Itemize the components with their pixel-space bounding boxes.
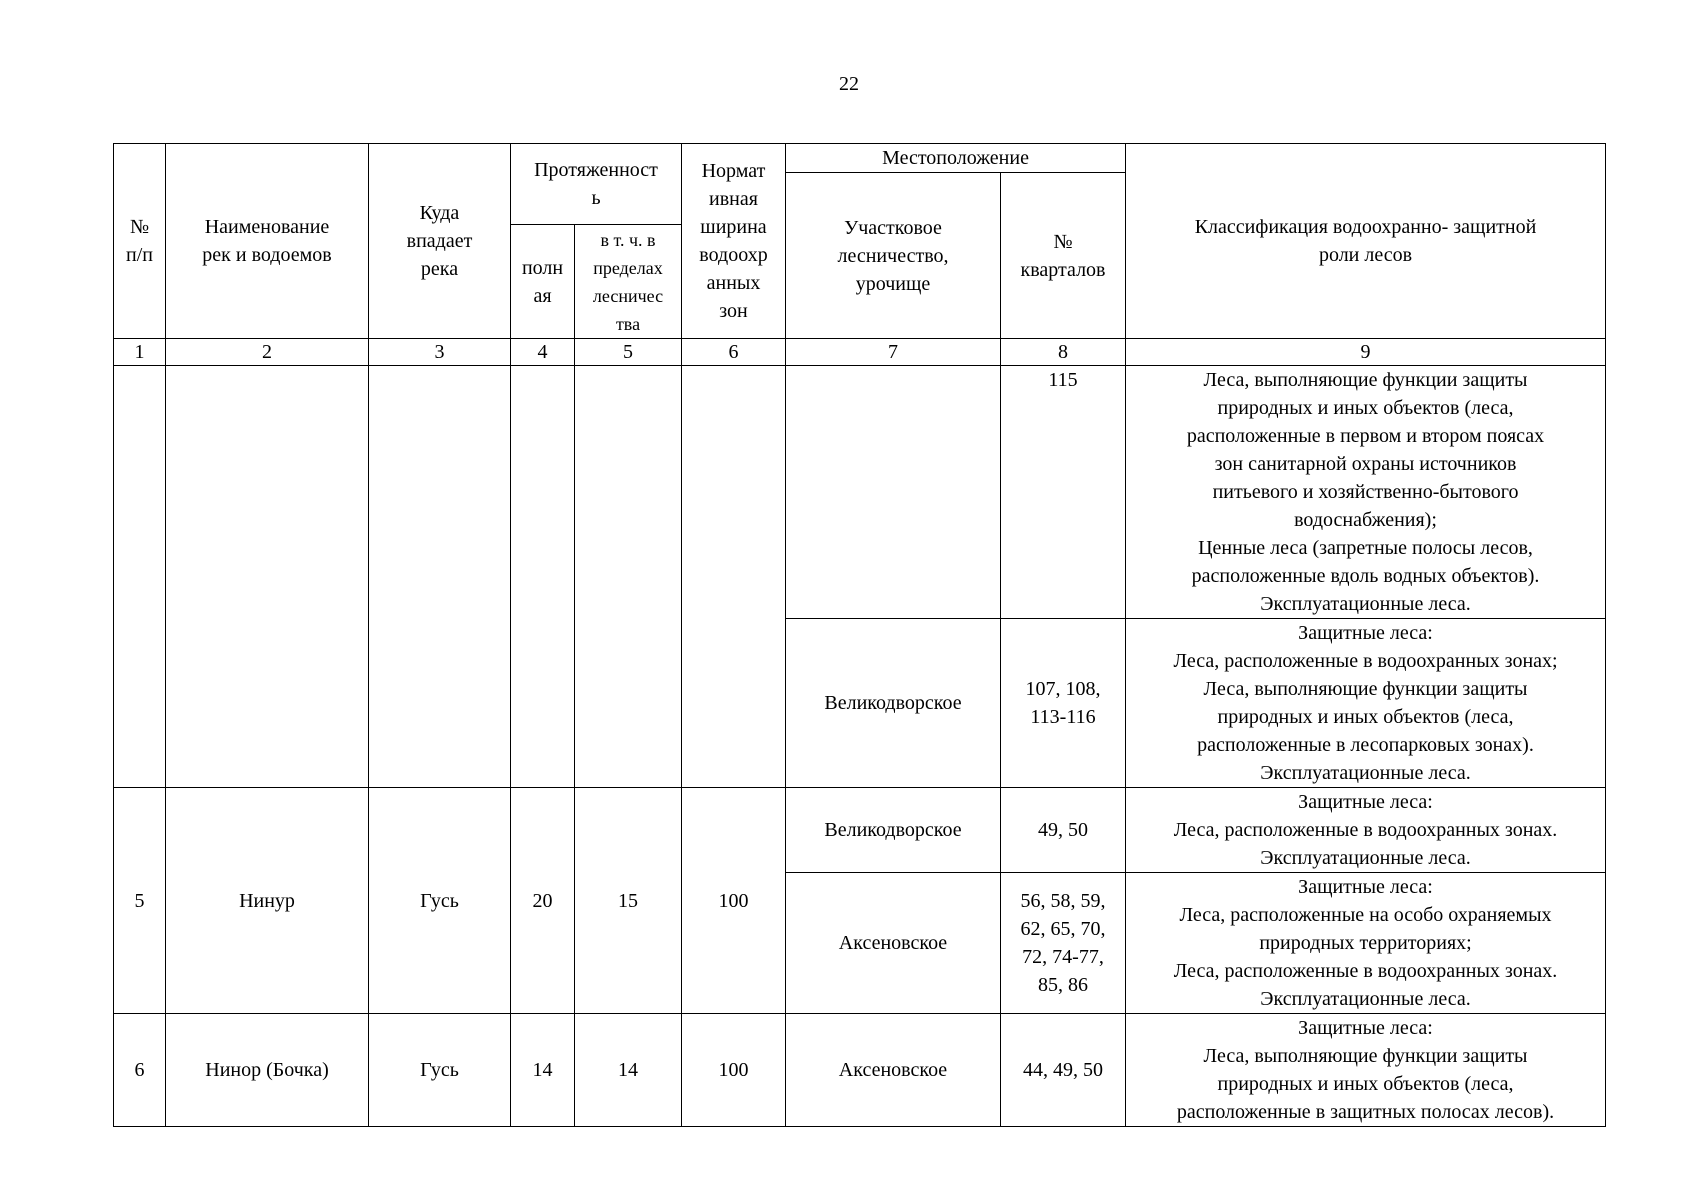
cell-length-in-forestry: 14 (575, 1014, 682, 1127)
header-length-group: Протяженност ь (511, 144, 682, 225)
cell-zone-width-empty (682, 366, 786, 788)
column-number: 5 (575, 339, 682, 366)
header-length-total: полн ая (511, 225, 575, 339)
cell-forestry: Аксеновское (786, 873, 1001, 1014)
page-number: 22 (839, 73, 859, 95)
cell-river-name-empty (166, 366, 369, 788)
column-number: 7 (786, 339, 1001, 366)
header-length-in-forestry: в т. ч. в пределах лесничес тва (575, 225, 682, 339)
header-number: № п/п (114, 144, 166, 339)
cell-quarters: 115 (1001, 366, 1126, 619)
cell-classification: Защитные леса: Леса, расположенные в водоохранных зонах; Леса, выполняющие функции защиты природных и иных объектов (леса, расположенные в лесопарковых зонах). Эксплуатационные леса. (1126, 619, 1606, 788)
cell-river-name: Нинор (Бочка) (166, 1014, 369, 1127)
cell-length-in-forestry: 15 (575, 788, 682, 1014)
cell-river-name: Нинур (166, 788, 369, 1014)
column-number: 9 (1126, 339, 1606, 366)
cell-classification: Защитные леса: Леса, расположенные в водоохранных зонах. Эксплуатационные леса. (1126, 788, 1606, 873)
column-number: 4 (511, 339, 575, 366)
column-number: 3 (369, 339, 511, 366)
column-numbers-row (114, 339, 1606, 366)
header-row-1 (114, 144, 1606, 173)
cell-length-in-forestry-empty (575, 366, 682, 788)
cell-zone-width: 100 (682, 788, 786, 1014)
table-row (114, 366, 1606, 619)
cell-flows-into: Гусь (369, 788, 511, 1014)
cell-classification: Защитные леса: Леса, расположенные на особо охраняемых природных территориях; Леса, расположенные в водоохранных зонах. Эксплуатационные леса. (1126, 873, 1606, 1014)
cell-forestry: Аксеновское (786, 1014, 1001, 1127)
cell-length-total-empty (511, 366, 575, 788)
column-number: 6 (682, 339, 786, 366)
header-river-name: Наименование рек и водоемов (166, 144, 369, 339)
cell-classification: Леса, выполняющие функции защиты природных и иных объектов (леса, расположенные в первом и втором поясах зон санитарной охраны источников питьевого и хозяйственно-бытового водоснабжения); Ценные леса (запретные полосы лесов, расположенные вдоль водных объектов). Эксплуатационные леса. (1126, 366, 1606, 619)
cell-number: 6 (114, 1014, 166, 1127)
header-quarters: № кварталов (1001, 173, 1126, 339)
column-number: 1 (114, 339, 166, 366)
cell-quarters: 44, 49, 50 (1001, 1014, 1126, 1127)
header-location-group: Местоположение (786, 144, 1126, 173)
header-zone-width: Нормат ивная ширина водоохр анных зон (682, 144, 786, 339)
column-number: 2 (166, 339, 369, 366)
column-number: 8 (1001, 339, 1126, 366)
cell-number: 5 (114, 788, 166, 1014)
cell-quarters: 107, 108, 113-116 (1001, 619, 1126, 788)
table-row (114, 788, 1606, 873)
cell-zone-width: 100 (682, 1014, 786, 1127)
cell-flows-into: Гусь (369, 1014, 511, 1127)
cell-flows-into-empty (369, 366, 511, 788)
table-row (114, 1014, 1606, 1127)
water-protection-table (113, 143, 1606, 1127)
cell-length-total: 20 (511, 788, 575, 1014)
header-classification: Классификация водоохранно- защитной роли лесов (1126, 144, 1606, 339)
cell-quarters: 49, 50 (1001, 788, 1126, 873)
cell-number-empty (114, 366, 166, 788)
cell-forestry: Великодворское (786, 788, 1001, 873)
cell-forestry: Великодворское (786, 619, 1001, 788)
header-forestry: Участковое лесничество, урочище (786, 173, 1001, 339)
cell-quarters: 56, 58, 59, 62, 65, 70, 72, 74-77, 85, 86 (1001, 873, 1126, 1014)
cell-classification: Защитные леса: Леса, выполняющие функции защиты природных и иных объектов (леса, расположенные в защитных полосах лесов). (1126, 1014, 1606, 1127)
cell-length-total: 14 (511, 1014, 575, 1127)
header-flows-into: Куда впадает река (369, 144, 511, 339)
cell-forestry (786, 366, 1001, 619)
